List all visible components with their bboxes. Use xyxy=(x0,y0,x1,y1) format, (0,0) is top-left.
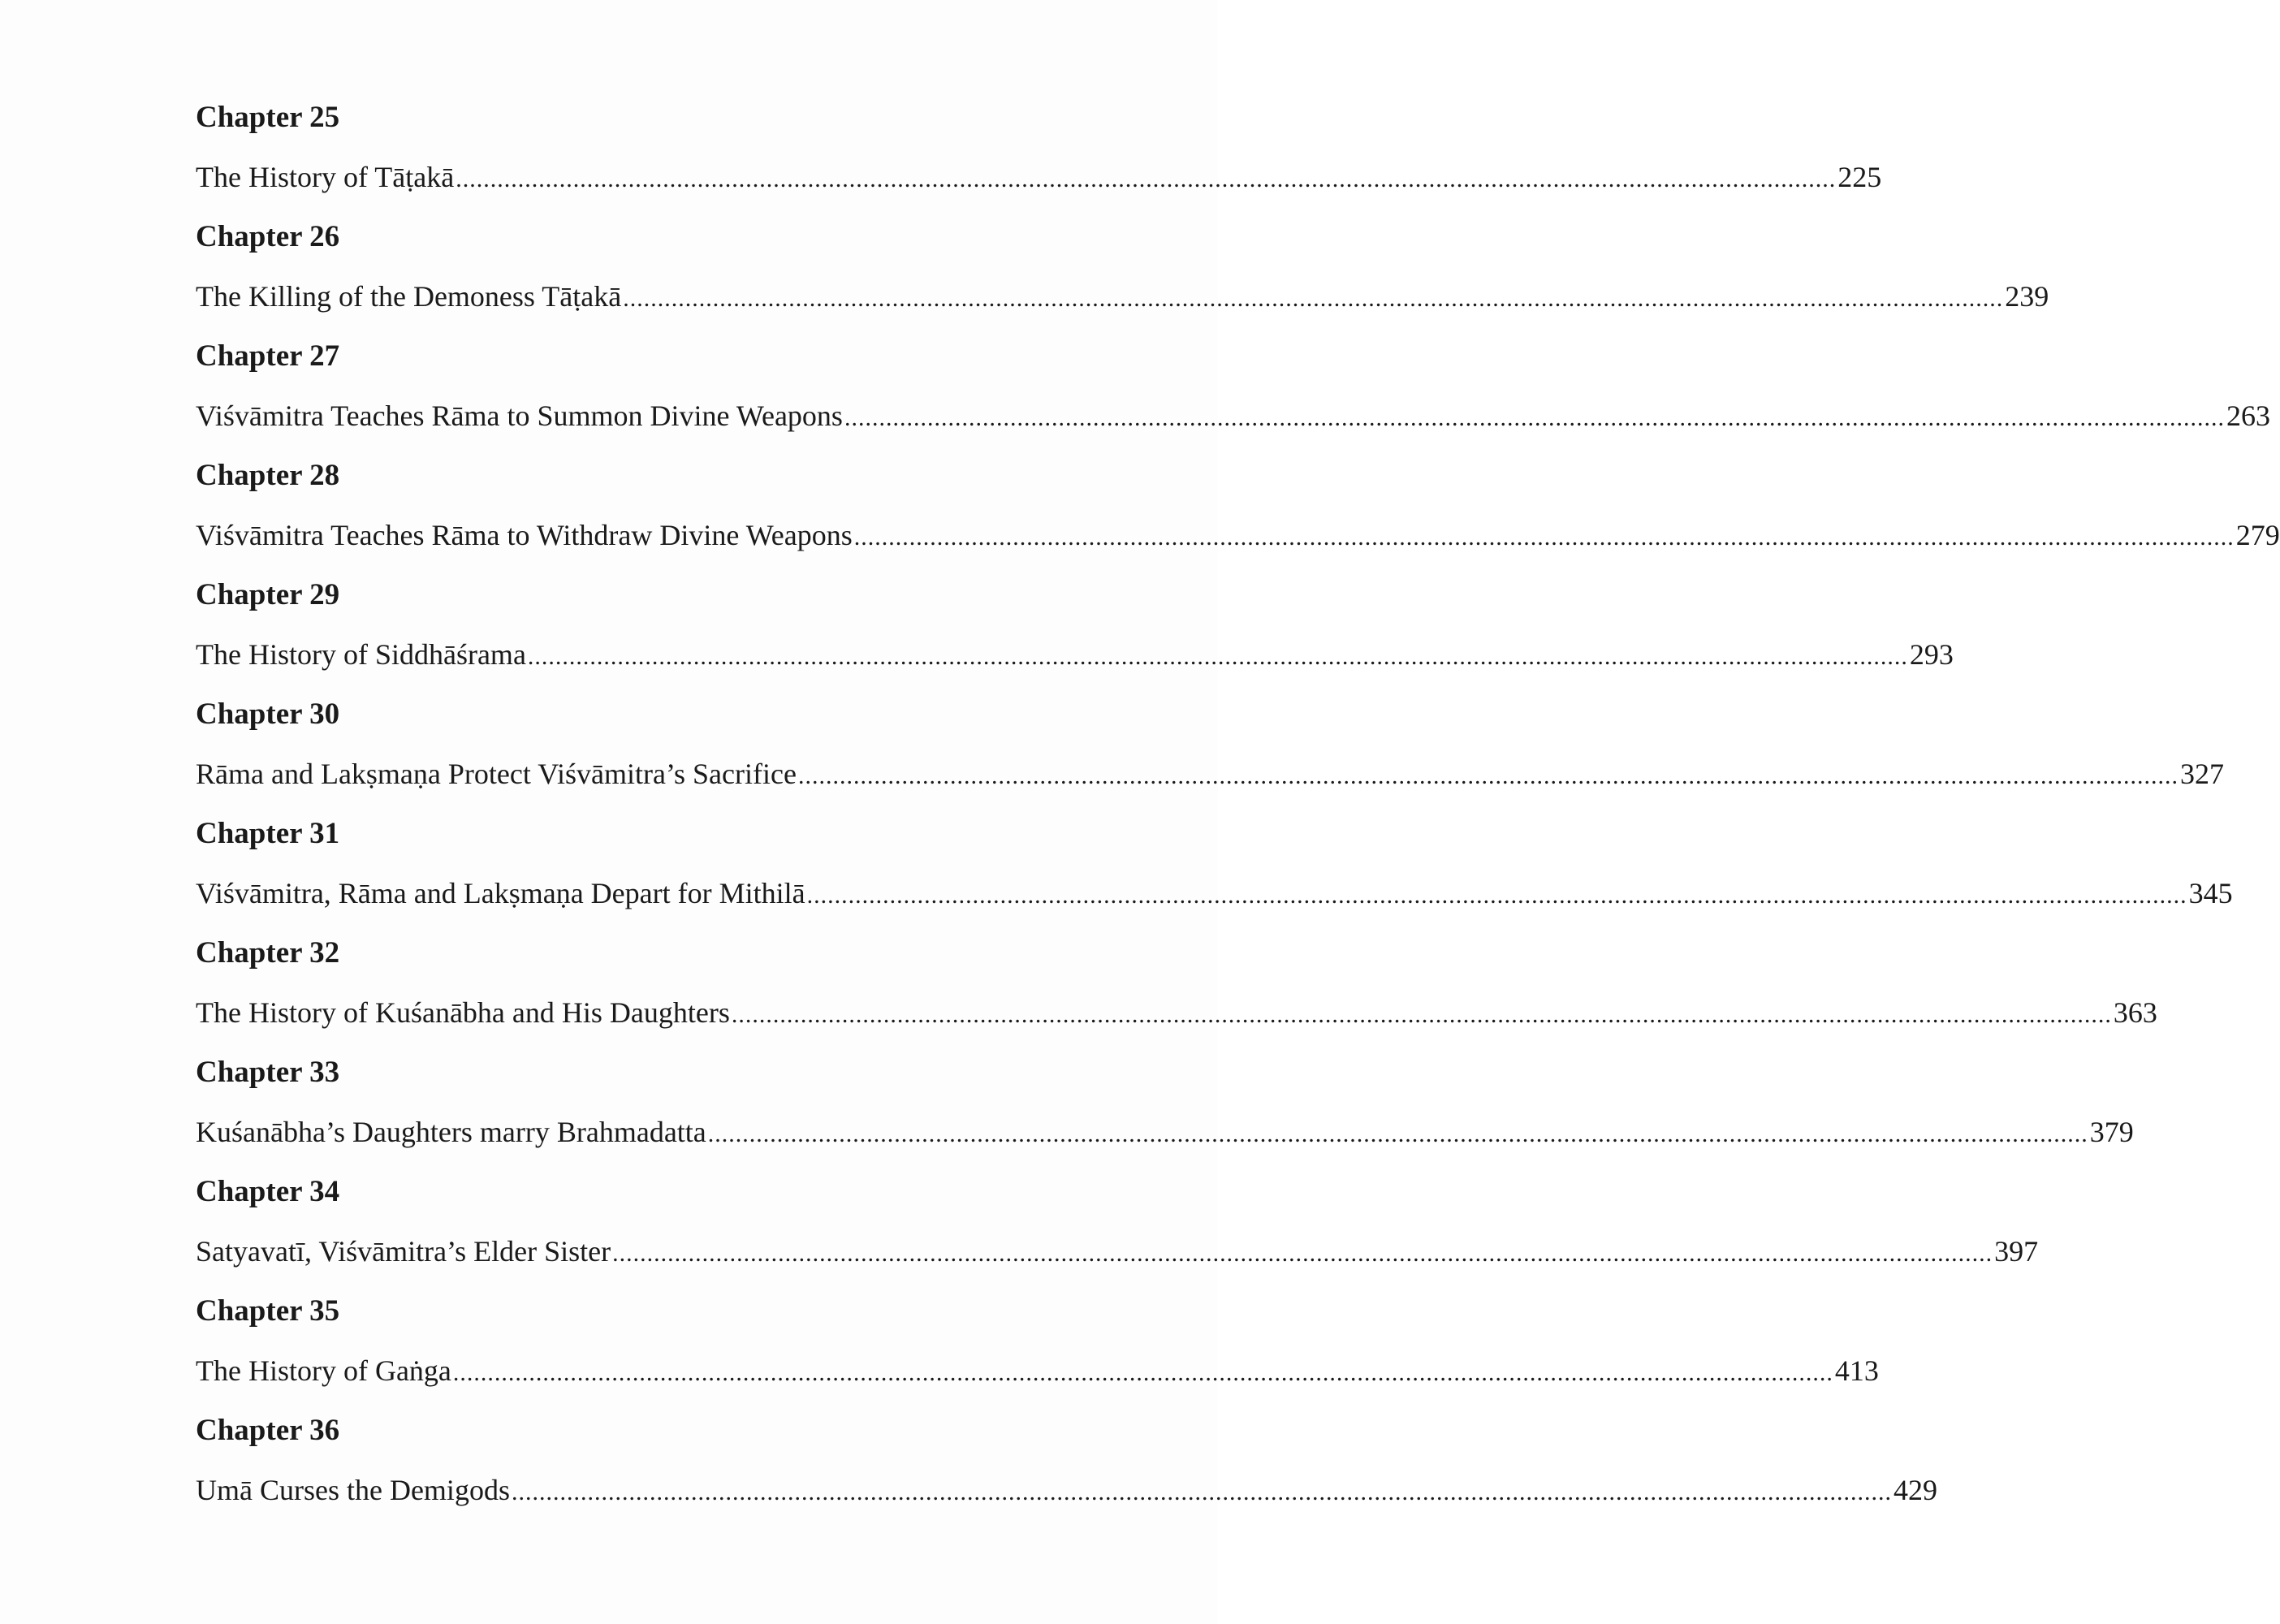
dot-leader: ........................................................................................................................................................................................................ xyxy=(707,1121,2088,1147)
toc-chapter xyxy=(196,207,2049,326)
chapter-heading: Chapter 27 xyxy=(196,339,340,373)
table-of-contents xyxy=(196,88,2280,1520)
toc-chapter xyxy=(196,1043,2134,1162)
toc-entry[interactable] xyxy=(196,983,2157,1043)
entry-title: Rāma and Lakṣmaṇa Protect Viśvāmitra’s Sacrifice xyxy=(196,758,797,790)
toc-chapter xyxy=(196,446,2280,565)
chapter-heading: Chapter 35 xyxy=(196,1294,340,1328)
toc-chapter xyxy=(196,804,2233,923)
page-number: 263 xyxy=(2226,400,2270,432)
toc-entry[interactable] xyxy=(196,267,2049,326)
toc-chapter xyxy=(196,685,2224,804)
dot-leader: ........................................................................................................................................................................................................ xyxy=(452,1359,1833,1386)
toc-chapter xyxy=(196,1162,2039,1281)
page-number: 327 xyxy=(2179,758,2224,790)
toc-entry[interactable] xyxy=(196,1222,2039,1281)
chapter-heading: Chapter 32 xyxy=(196,936,340,970)
dot-leader: ........................................................................................................................................................................................................ xyxy=(623,285,2004,312)
page-number: 429 xyxy=(1893,1474,1937,1506)
toc-entry[interactable] xyxy=(196,1341,1879,1401)
toc-chapter xyxy=(196,1281,1879,1401)
page-number: 345 xyxy=(2188,877,2233,909)
toc-chapter xyxy=(196,326,2270,446)
chapter-heading: Chapter 36 xyxy=(196,1414,340,1447)
page-number: 413 xyxy=(1834,1354,1879,1387)
dot-leader: ........................................................................................................................................................................................................ xyxy=(511,1479,1892,1505)
dot-leader: ........................................................................................................................................................................................................ xyxy=(612,1240,1993,1267)
entry-title: The History of Tāṭakā xyxy=(196,161,455,193)
page-number: 239 xyxy=(2005,280,2049,313)
toc-chapter xyxy=(196,88,1882,207)
entry-title: Viśvāmitra Teaches Rāma to Withdraw Divine Weapons xyxy=(196,519,853,551)
toc-entry[interactable] xyxy=(196,506,2280,565)
chapter-heading: Chapter 25 xyxy=(196,101,340,134)
chapter-heading: Chapter 28 xyxy=(196,459,340,492)
entry-title: Viśvāmitra Teaches Rāma to Summon Divine Weapons xyxy=(196,400,843,432)
page-number: 279 xyxy=(2235,519,2280,551)
toc-entry[interactable] xyxy=(196,864,2233,923)
chapter-heading: Chapter 34 xyxy=(196,1175,340,1208)
dot-leader: ........................................................................................................................................................................................................ xyxy=(844,404,2225,431)
page-number: 363 xyxy=(2113,996,2157,1029)
toc-entry[interactable] xyxy=(196,387,2270,446)
chapter-heading: Chapter 30 xyxy=(196,698,340,731)
entry-title: Viśvāmitra, Rāma and Lakṣmaṇa Depart for Mithilā xyxy=(196,877,805,909)
toc-chapter xyxy=(196,1401,1937,1520)
entry-title: Satyavatī, Viśvāmitra’s Elder Sister xyxy=(196,1235,611,1268)
dot-leader: ........................................................................................................................................................................................................ xyxy=(806,882,2187,909)
page-number: 293 xyxy=(1909,638,1954,671)
toc-entry[interactable] xyxy=(196,1103,2134,1162)
dot-leader: ........................................................................................................................................................................................................ xyxy=(456,166,1837,192)
toc-entry[interactable] xyxy=(196,745,2224,804)
entry-title: The Killing of the Demoness Tāṭakā xyxy=(196,280,622,313)
entry-title: Umā Curses the Demigods xyxy=(196,1474,510,1506)
dot-leader: ........................................................................................................................................................................................................ xyxy=(797,762,2179,789)
toc-chapter xyxy=(196,565,1954,685)
toc-chapter xyxy=(196,923,2157,1043)
chapter-heading: Chapter 26 xyxy=(196,220,340,253)
chapter-heading: Chapter 33 xyxy=(196,1056,340,1089)
entry-title: Kuśanābha’s Daughters marry Brahmadatta xyxy=(196,1116,706,1148)
entry-title: The History of Siddhāśrama xyxy=(196,638,526,671)
dot-leader: ........................................................................................................................................................................................................ xyxy=(731,1001,2112,1028)
toc-entry[interactable] xyxy=(196,1461,1937,1520)
chapter-heading: Chapter 31 xyxy=(196,817,340,850)
page-number: 225 xyxy=(1837,161,1882,193)
toc-entry[interactable] xyxy=(196,148,1882,207)
toc-entry[interactable] xyxy=(196,625,1954,685)
page-number: 397 xyxy=(1994,1235,2039,1268)
entry-title: The History of Gaṅga xyxy=(196,1354,451,1387)
dot-leader: ........................................................................................................................................................................................................ xyxy=(527,643,1908,670)
entry-title: The History of Kuśanābha and His Daughters xyxy=(196,996,730,1029)
dot-leader: ........................................................................................................................................................................................................ xyxy=(853,524,2235,551)
chapter-heading: Chapter 29 xyxy=(196,578,340,611)
page-number: 379 xyxy=(2089,1116,2134,1148)
